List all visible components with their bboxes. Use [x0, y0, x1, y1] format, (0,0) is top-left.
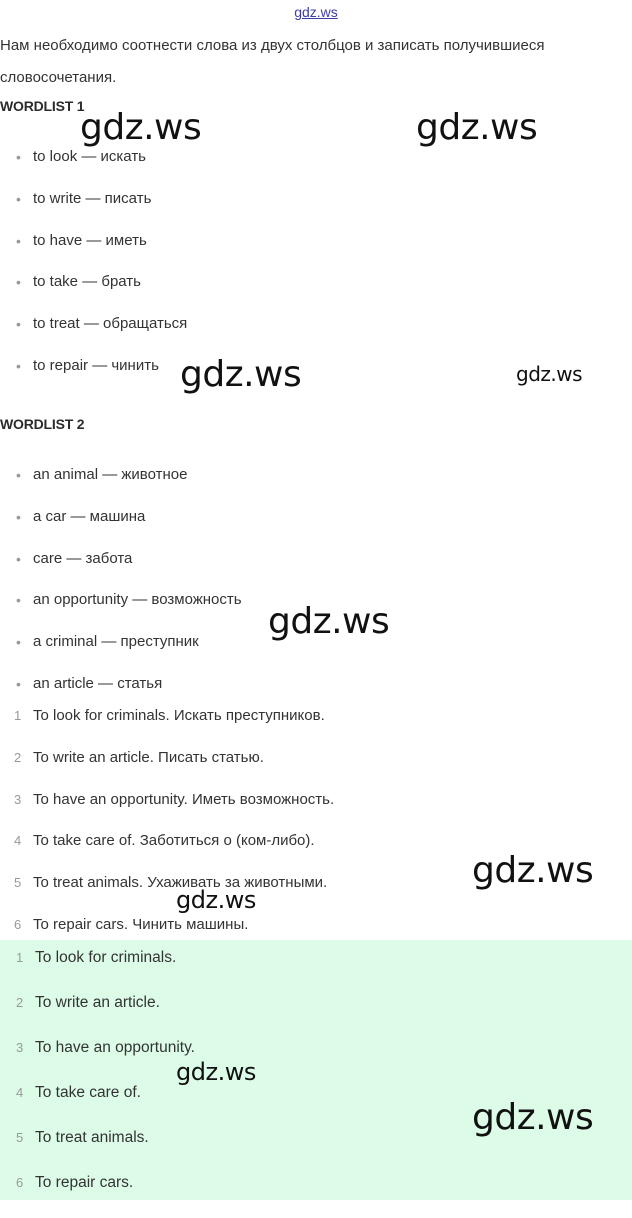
- watermark: gdz.ws: [416, 107, 538, 148]
- watermark: gdz.ws: [80, 107, 202, 148]
- list-item: • an opportunity — возможность: [16, 591, 242, 609]
- item-number: 6: [14, 916, 22, 932]
- list-item: • to repair — чинить: [16, 356, 159, 374]
- list-item: 6 To repair cars. Чинить машины.: [14, 915, 249, 933]
- watermark: gdz.ws: [176, 886, 256, 914]
- list-item: 1 To look for criminals.: [16, 949, 177, 966]
- list-item: 3 To have an opportunity.: [16, 1039, 195, 1056]
- list-item: 6 To repair cars.: [16, 1174, 134, 1191]
- intro-text: Нам необходимо соотнести слова из двух столбцов и записать получившиеся словосочетания.: [0, 37, 545, 86]
- list-item: • a car — машина: [16, 507, 146, 525]
- list-item: 2 To write an article. Писать статью.: [14, 748, 264, 766]
- watermark: gdz.ws: [180, 354, 302, 395]
- bullet-icon: •: [16, 634, 21, 651]
- item-number: 2: [14, 749, 22, 765]
- watermark: gdz.ws: [516, 362, 583, 386]
- list-item: 3 To have an opportunity. Иметь возможность.: [14, 790, 335, 808]
- watermark: gdz.ws: [268, 601, 390, 642]
- list-item: • to have — иметь: [16, 231, 147, 249]
- list-item: • to take — брать: [16, 273, 141, 291]
- list-item: 2 To write an article.: [16, 994, 160, 1011]
- wordlist2-heading: WORDLIST 2: [0, 416, 85, 432]
- list-item: • to write — писать: [16, 189, 152, 207]
- bullet-icon: •: [16, 149, 21, 165]
- wordlist1-heading: WORDLIST 1: [0, 98, 85, 114]
- list-item: • an animal — животное: [16, 466, 188, 483]
- wordlist2-list: [0, 465, 632, 716]
- list-item: • a criminal — преступник: [16, 633, 199, 651]
- item-number: 2: [16, 995, 24, 1010]
- bullet-icon: •: [16, 675, 21, 692]
- list-item: 5 To treat animals.: [16, 1129, 149, 1146]
- watermark: gdz.ws: [472, 850, 594, 891]
- list-item: • to look — искать: [16, 148, 146, 165]
- list-item: 4 To take care of.: [16, 1084, 141, 1101]
- bullet-icon: •: [16, 508, 21, 525]
- watermark: gdz.ws: [472, 1097, 594, 1138]
- wordlist1-list: [0, 147, 632, 398]
- bullet-icon: •: [16, 316, 21, 333]
- answer-list: [0, 948, 632, 1218]
- item-number: 4: [14, 833, 22, 849]
- item-number: 3: [16, 1040, 24, 1055]
- item-number: 5: [16, 1130, 24, 1145]
- list-item: 4 To take care of. Заботиться о (ком-либо).: [14, 832, 315, 850]
- list-item: 1 To look for criminals. Искать преступников.: [14, 707, 325, 724]
- item-number: 4: [16, 1085, 24, 1100]
- list-item: 5 To treat animals. Ухаживать за животными.: [14, 874, 328, 892]
- bullet-icon: •: [16, 357, 21, 374]
- list-item: • care — забота: [16, 549, 133, 567]
- bullet-icon: •: [16, 232, 21, 249]
- list-item: • an article — статья: [16, 674, 163, 692]
- site-link[interactable]: gdz.ws: [294, 4, 338, 20]
- bullet-icon: •: [16, 274, 21, 291]
- item-number: 5: [14, 875, 22, 891]
- translation-list: [0, 706, 632, 957]
- item-number: 1: [14, 708, 22, 723]
- item-number: 3: [14, 791, 22, 807]
- bullet-icon: •: [16, 592, 21, 609]
- item-number: 6: [16, 1175, 24, 1190]
- answer-box: [0, 940, 632, 1200]
- item-number: 1: [16, 950, 24, 965]
- watermark: gdz.ws: [176, 1058, 256, 1086]
- bullet-icon: •: [16, 467, 21, 483]
- bullet-icon: •: [16, 190, 21, 207]
- bullet-icon: •: [16, 550, 21, 567]
- list-item: • to treat — обращаться: [16, 315, 188, 333]
